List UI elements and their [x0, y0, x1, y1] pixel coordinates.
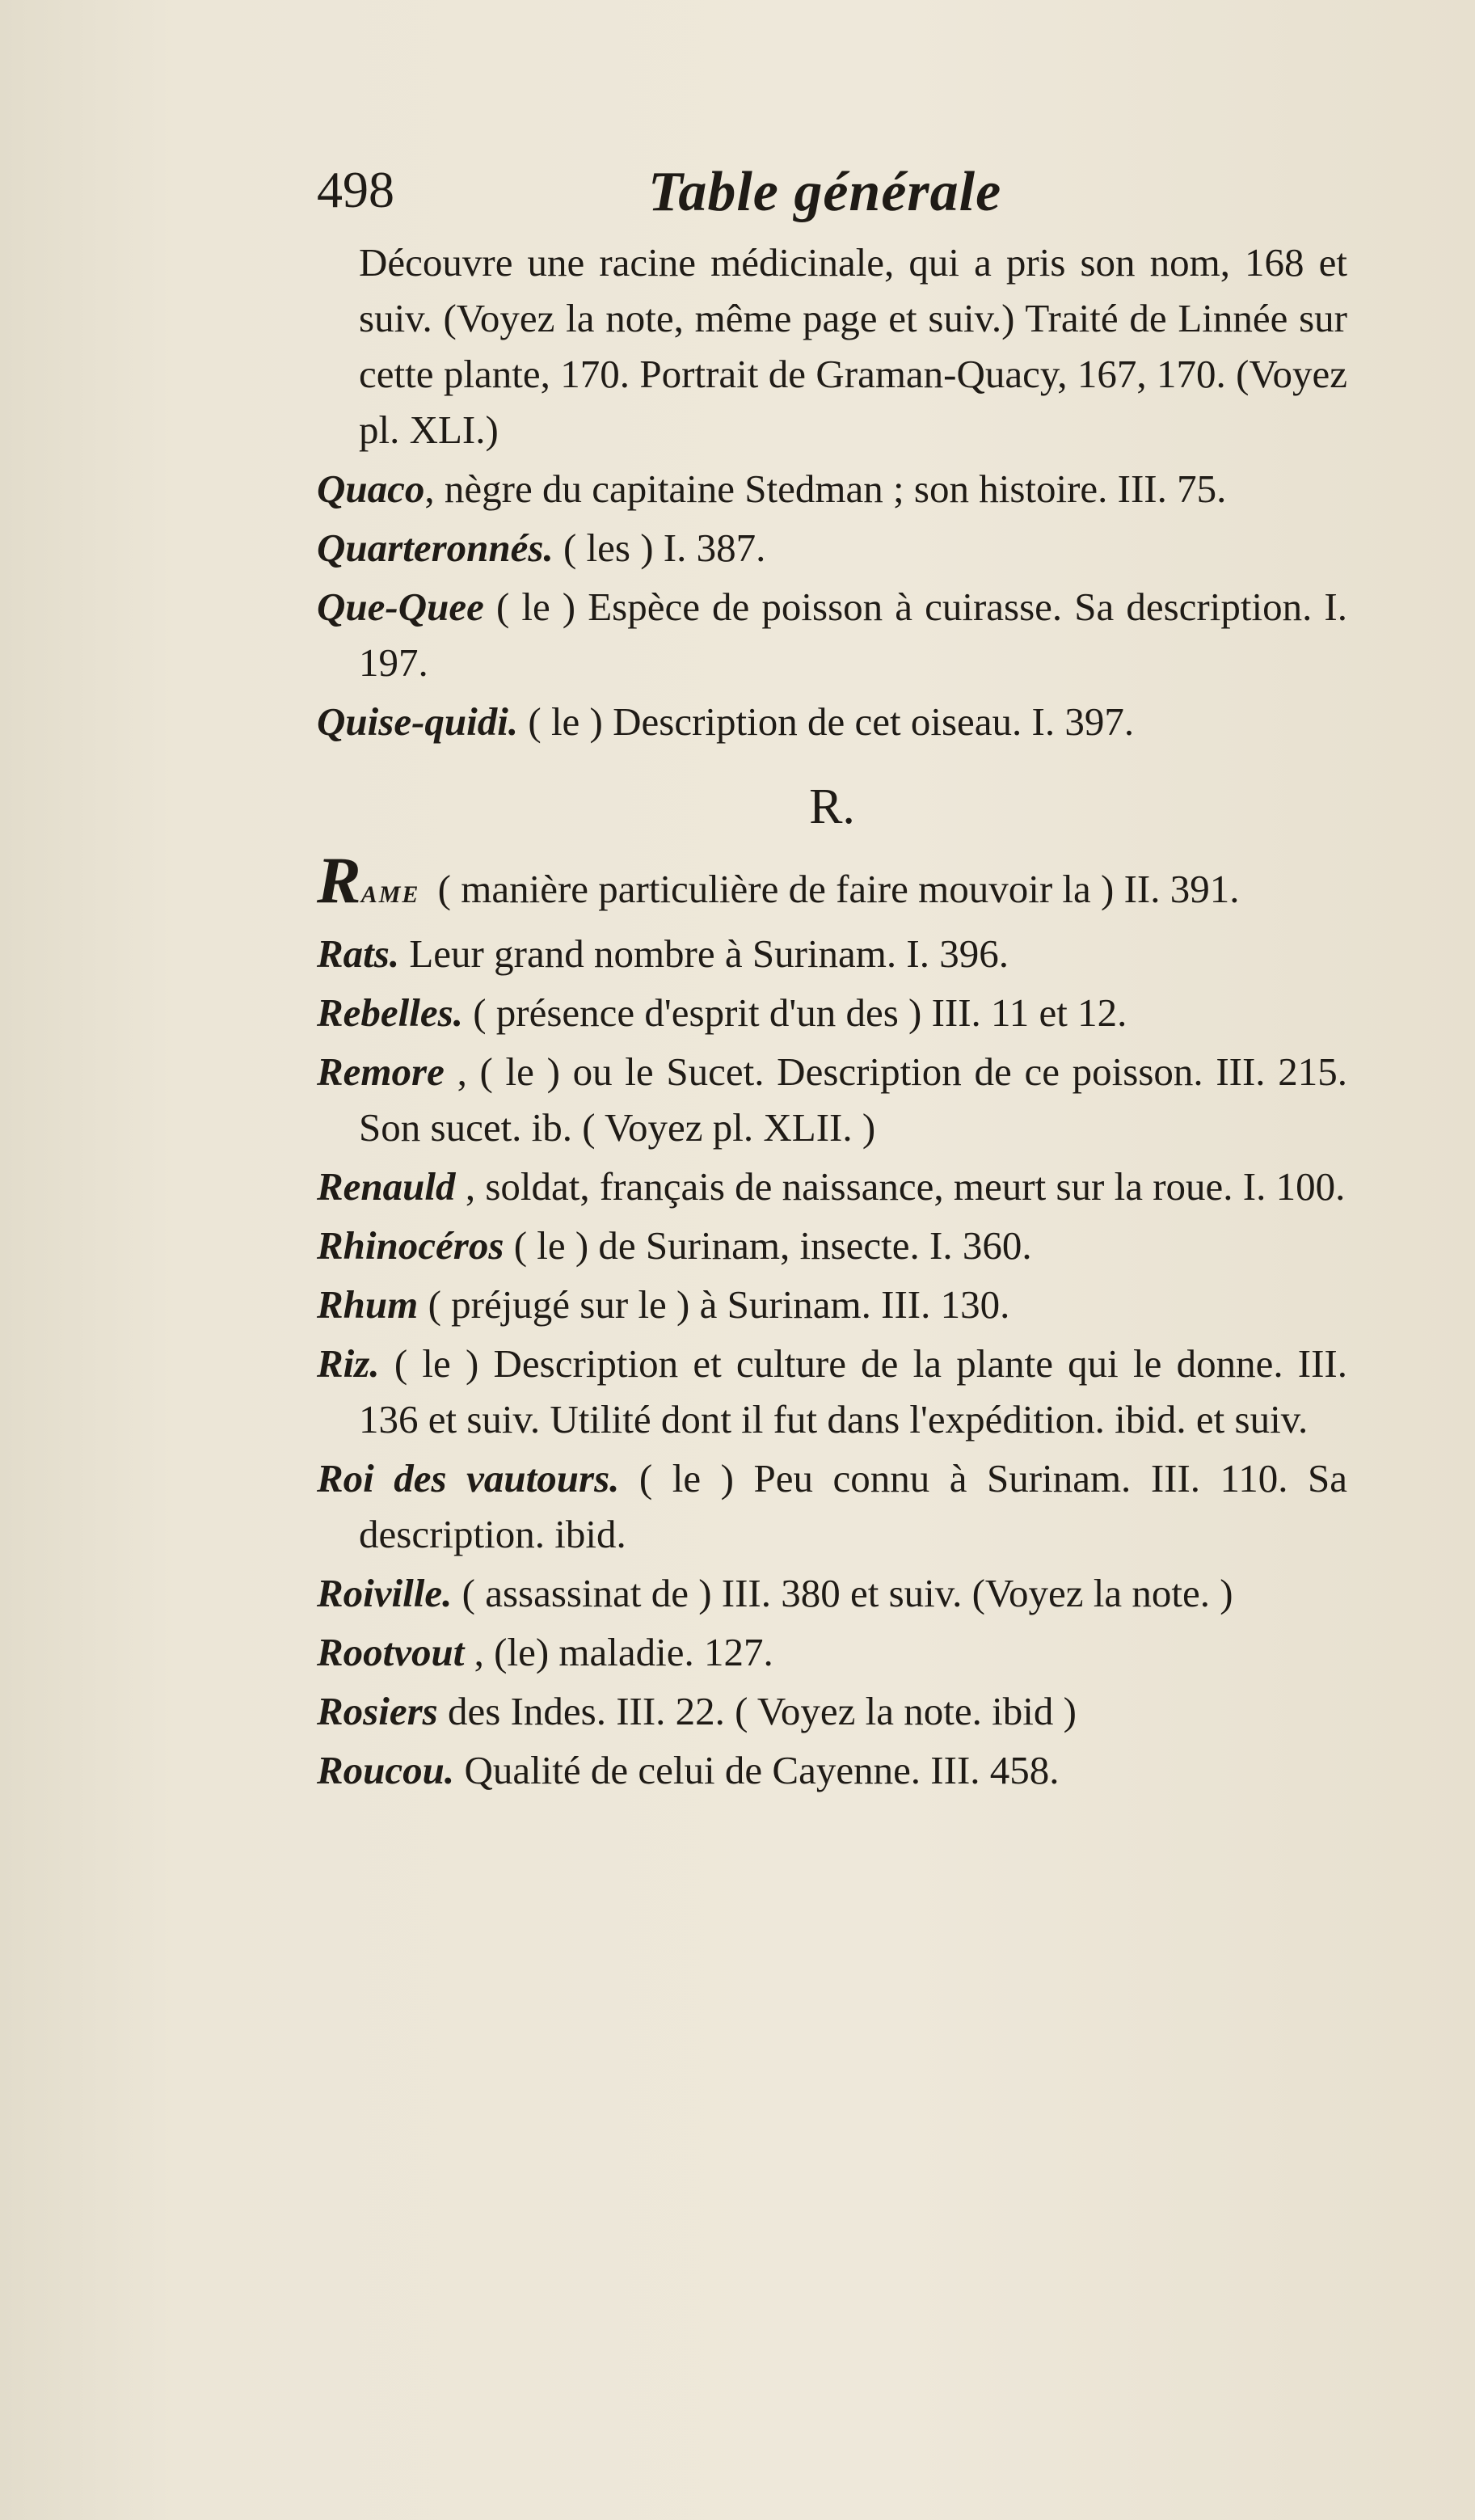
index-entry [317, 1277, 1347, 1332]
entry-term: Quarteronnés. [317, 526, 554, 570]
entry-term: Roiville. [317, 1571, 453, 1615]
index-entry [317, 1683, 1347, 1739]
entry-term: Quise-quidi. [317, 699, 519, 744]
index-entry [317, 1624, 1347, 1680]
index-entry [317, 1159, 1347, 1214]
entry-term: Rosiers [317, 1689, 438, 1733]
entry-description: Qualité de celui de Cayenne. III. 458. [454, 1748, 1060, 1792]
entry-term: Remore [317, 1049, 445, 1094]
entry-term: Quaco [317, 466, 425, 511]
index-entry [317, 926, 1347, 981]
entry-term: Roi des vautours. [317, 1456, 620, 1501]
entry-description: , (le) maladie. 127. [464, 1630, 773, 1674]
index-entry [317, 1565, 1347, 1621]
page-number: 498 [317, 161, 394, 218]
entry-description: Découvre une racine médicinale, qui a pris son nom, 168 et suiv. (Voyez la note, même page et suiv.) Traité de Linnée sur cette plante, 170. Portrait de Graman-Quacy, 167, 170. (Voyez pl. XLI.) [359, 240, 1347, 452]
index-entry [317, 1742, 1347, 1798]
entry-description: ( assassinat de ) III. 380 et suiv. (Voyez la note. ) [452, 1571, 1233, 1615]
entry-description: Leur grand nombre à Surinam. I. 396. [399, 931, 1009, 976]
entry-term: Riz. [317, 1341, 380, 1386]
entry-description: ( le ) Description et culture de la plante qui le donne. III. 136 et suiv. Utilité dont il fut dans l'expédition. ibid. et suiv. [359, 1341, 1347, 1442]
entry-term: Rats. [317, 931, 400, 976]
index-entry [317, 234, 1347, 458]
entry-description: ( le ) Peu connu à Surinam. III. 110. Sa description. ibid. [359, 1456, 1347, 1556]
entry-term: Rebelles. [317, 990, 463, 1035]
index-entry [317, 1450, 1347, 1562]
index-entry [317, 1336, 1347, 1447]
entry-description: , ( le ) ou le Sucet. Description de ce poisson. III. 215. Son sucet. ib. ( Voyez pl. XLII. ) [359, 1049, 1347, 1150]
index-entry [317, 461, 1347, 517]
drop-cap: R [317, 843, 361, 917]
entry-description: ( présence d'esprit d'un des ) III. 11 et 12. [462, 990, 1127, 1035]
entry-description: des Indes. III. 22. ( Voyez la note. ibid ) [437, 1689, 1077, 1733]
entry-term: Roucou. [317, 1748, 455, 1792]
entry-description: ( préjugé sur le ) à Surinam. III. 130. [418, 1282, 1010, 1327]
entry-term: Rhum [317, 1282, 419, 1327]
entry-description: ( le ) de Surinam, insecte. I. 360. [504, 1223, 1032, 1268]
index-entry [317, 579, 1347, 690]
entry-term: Renauld [317, 1164, 456, 1209]
index-entry [317, 1044, 1347, 1155]
entry-description: , soldat, français de naissance, meurt sur la roue. I. 100. [455, 1164, 1346, 1209]
entry-term: Rootvout [317, 1630, 465, 1674]
entry-term: Rhinocéros [317, 1223, 504, 1268]
entry-term-smallcaps: AME [360, 881, 420, 908]
index-list [317, 234, 1347, 1801]
entry-term: Que-Quee [317, 585, 484, 629]
index-entry [317, 694, 1347, 749]
index-entry-first [317, 843, 1347, 922]
page-header [317, 160, 1368, 225]
index-entry [317, 985, 1347, 1041]
index-entry [317, 520, 1347, 576]
entry-description: ( le ) Description de cet oiseau. I. 397. [518, 699, 1135, 744]
running-title: Table générale [648, 161, 1002, 223]
entry-description: , nègre du capitaine Stedman ; son histoire. III. 75. [424, 466, 1227, 511]
section-letter: R. [809, 779, 855, 834]
entry-description: ( manière particulière de faire mouvoir la ) II. 391. [428, 867, 1240, 911]
entry-description: ( le ) Espèce de poisson à cuirasse. Sa description. I. 197. [359, 585, 1347, 685]
entry-description: ( les ) I. 387. [553, 526, 766, 570]
index-entry [317, 1218, 1347, 1273]
